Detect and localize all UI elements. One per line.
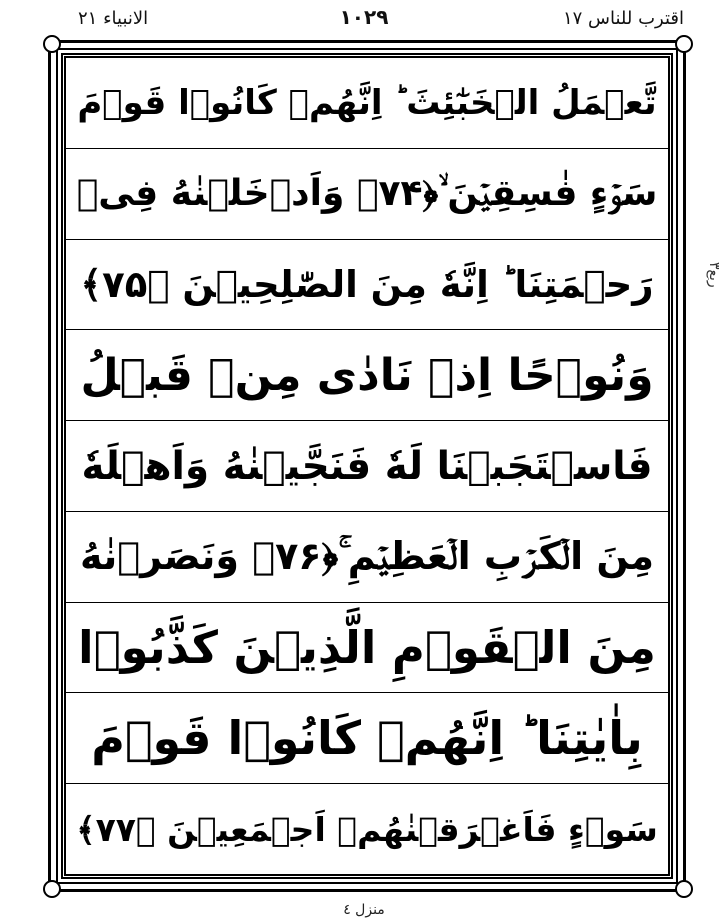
verse-text: مِنَ الۡكَرۡبِ الۡعَظِيۡمِ ۚ﴿۷۶﴾ وَنَصَرۡنٰهُ bbox=[79, 534, 655, 579]
text-line bbox=[66, 330, 668, 421]
text-line bbox=[66, 149, 668, 240]
text-line bbox=[66, 603, 668, 694]
corner-ornament bbox=[43, 35, 61, 53]
verse-text: مِنَ الۡقَوۡمِ الَّذِيۡنَ كَذَّبُوۡا bbox=[78, 621, 656, 675]
juz-name: اقترب للناس ۱۷ bbox=[562, 8, 684, 29]
verse-text: رَحۡمَتِنَا ؕ اِنَّهٗ مِنَ الصّٰلِحِيۡنَ ﴿۷۵﴾ bbox=[80, 262, 654, 306]
text-line bbox=[66, 58, 668, 149]
text-line bbox=[66, 240, 668, 331]
text-block bbox=[64, 56, 670, 876]
manzil-label: منزل ٤ bbox=[343, 902, 385, 918]
verse-text: فَاسۡتَجَبۡنَا لَهٗ فَنَجَّيۡنٰهُ وَاَهۡلَهٗ bbox=[81, 443, 653, 489]
corner-ornament bbox=[675, 880, 693, 898]
surah-name: الانبیاء ۲۱ bbox=[78, 8, 149, 29]
verse-text: سَوۡءٍ فَاَغۡرَقۡنٰهُمۡ اَجۡمَعِيۡنَ ﴿۷۷﴾ bbox=[76, 809, 658, 849]
text-line bbox=[66, 784, 668, 874]
verse-text: بِاٰيٰتِنَا ؕ اِنَّهُمۡ كَانُوۡا قَوۡمَ bbox=[91, 711, 643, 766]
text-line bbox=[66, 512, 668, 603]
verse-text: تَّعۡمَلُ الۡخَبٰٓئِثَ ؕ اِنَّهُمۡ كَانُوۡا قَوۡمَ bbox=[77, 82, 657, 123]
verse-text: وَنُوۡحًا اِذۡ نَادٰى مِنۡ قَبۡلُ bbox=[80, 349, 654, 401]
text-line bbox=[66, 421, 668, 512]
corner-ornament bbox=[43, 880, 61, 898]
margin-note: ۳ربع bbox=[706, 262, 722, 288]
corner-ornament bbox=[675, 35, 693, 53]
page-number: ۱۰۲۹ bbox=[339, 5, 389, 29]
text-line bbox=[66, 693, 668, 784]
verse-text: سَوۡءٍ فٰسِقِيۡنَ ۙ﴿۷۴﴾ وَاَدۡخَلۡنٰهُ فِىۡ bbox=[76, 172, 658, 214]
